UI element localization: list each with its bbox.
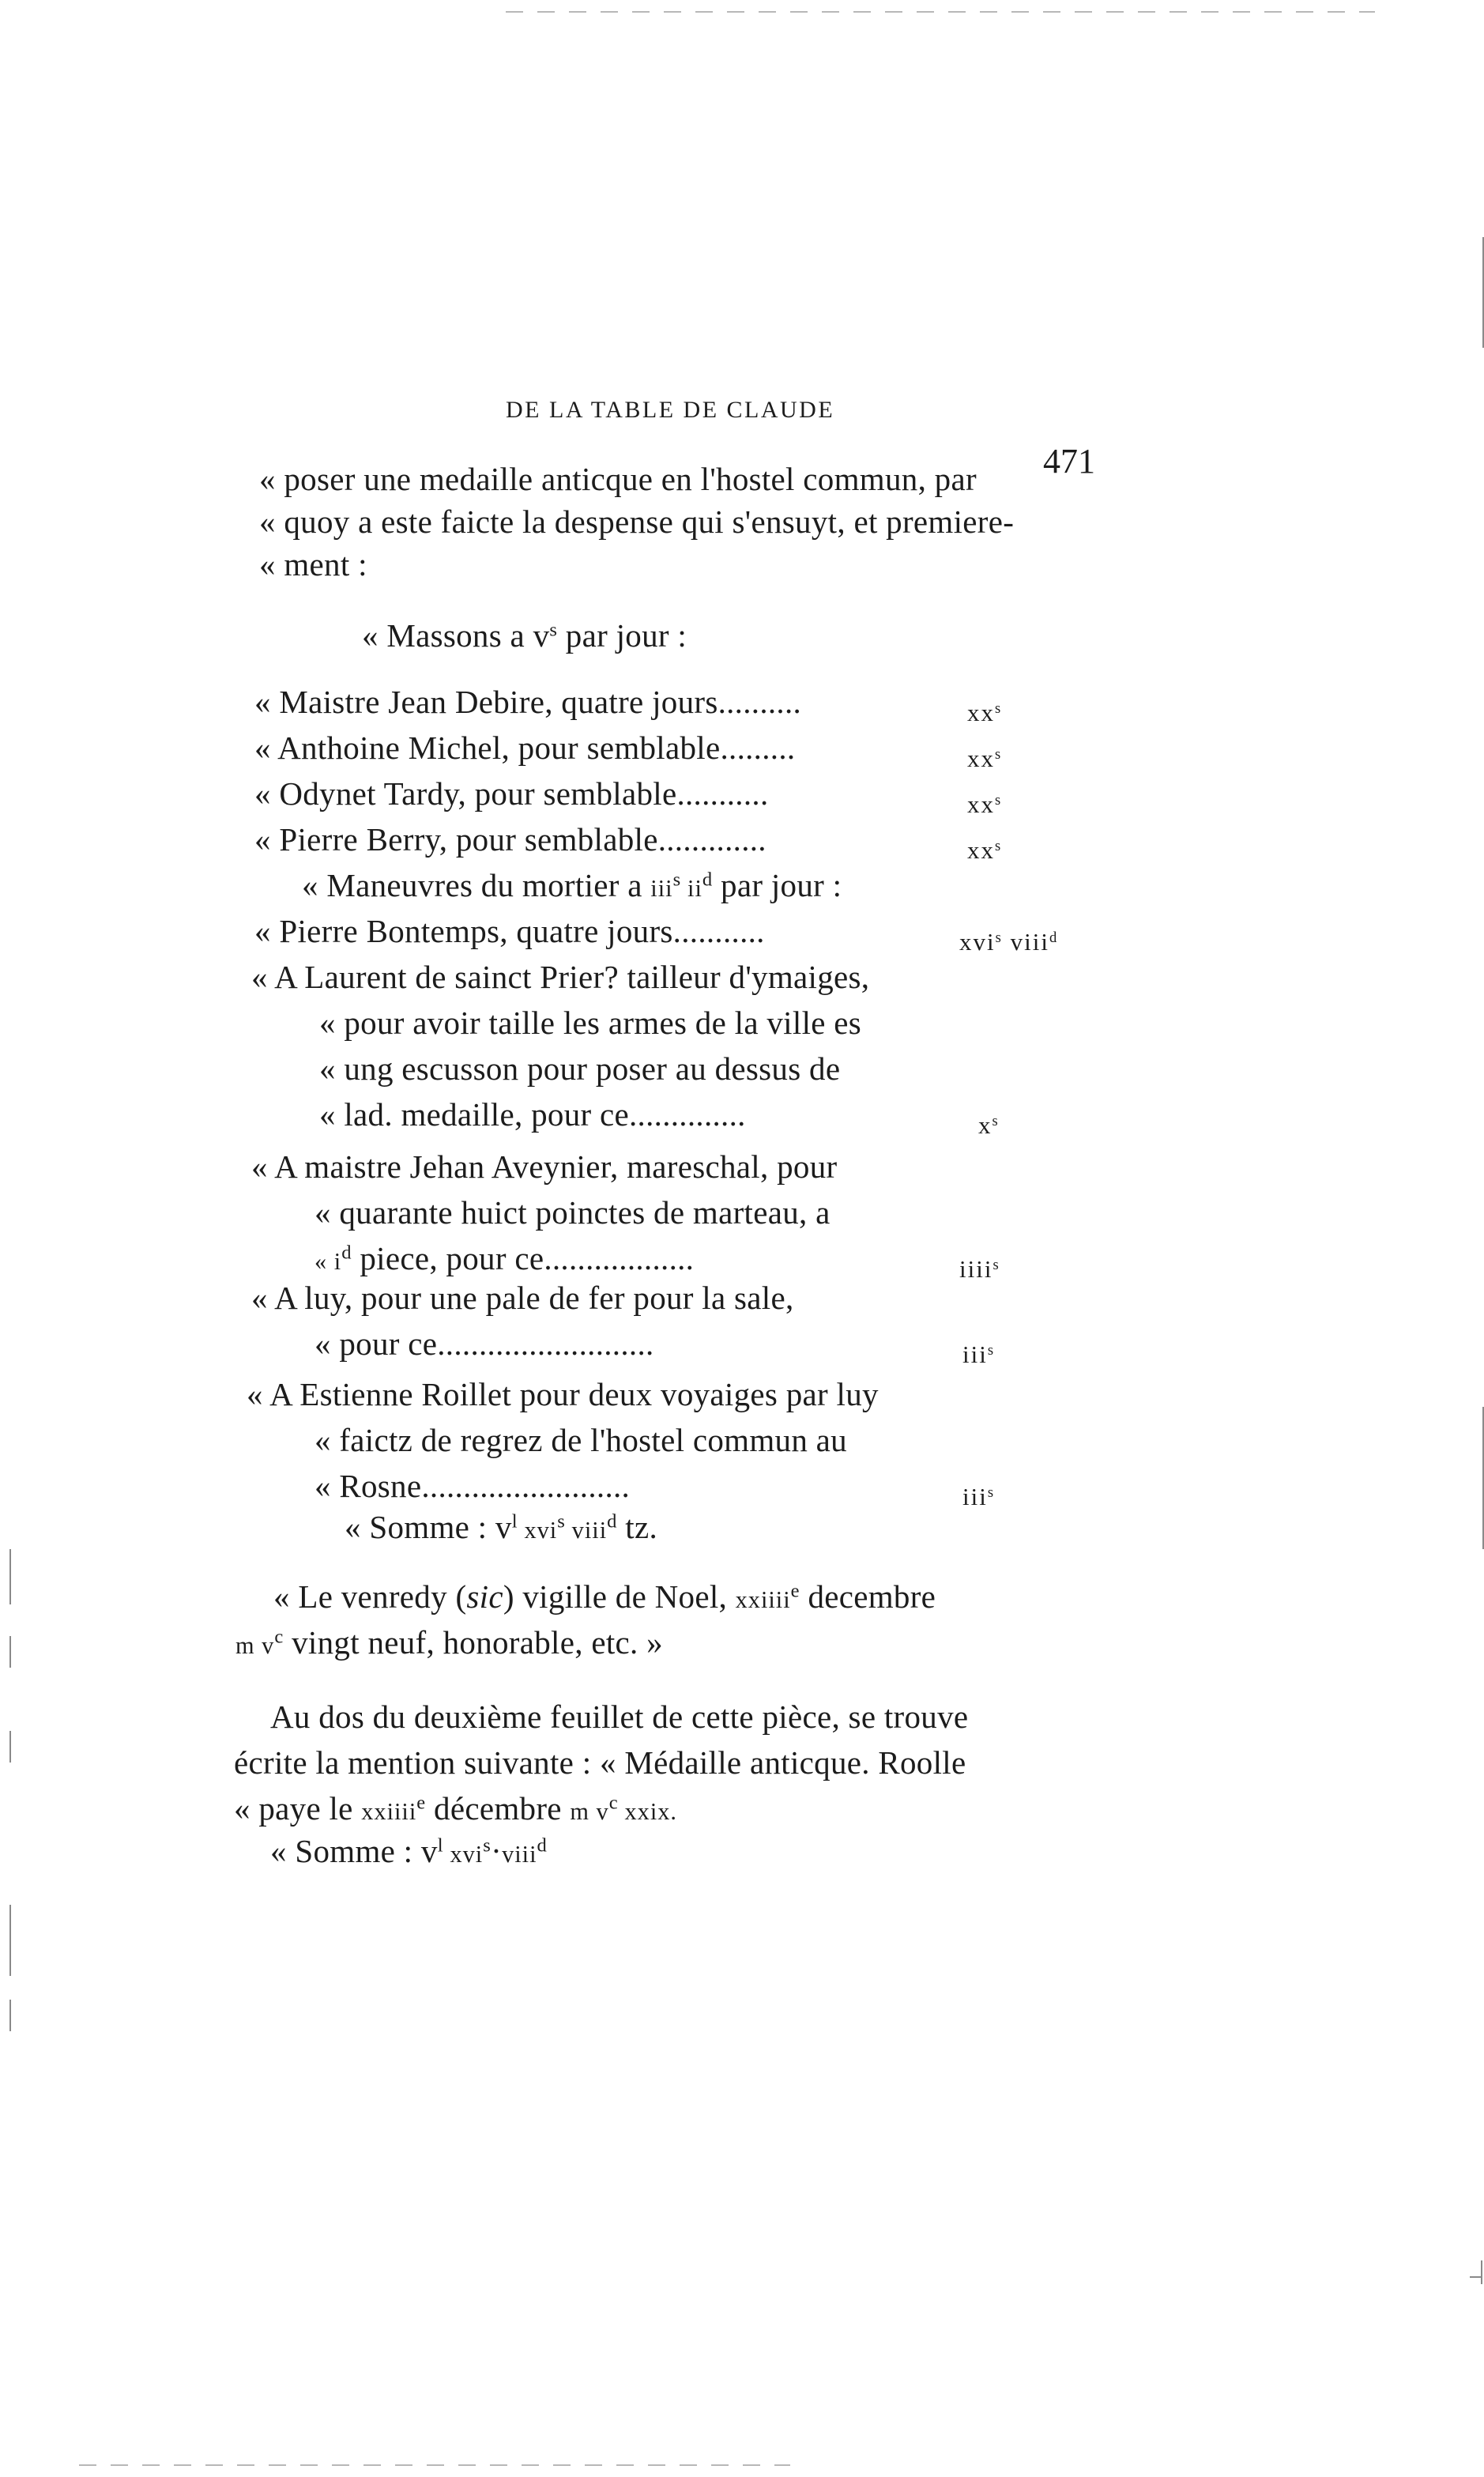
somme-line: [345, 1506, 657, 1551]
massons-heading: [362, 615, 687, 656]
aveynier-i: « i: [315, 1248, 342, 1275]
amount-bontemps: [959, 922, 1058, 963]
note-l3-xxiiii: xxiiii: [361, 1798, 417, 1825]
note-l4-sup-l: l: [437, 1834, 443, 1857]
massons-text-a: « Massons a v: [362, 617, 550, 654]
manoeuvres-sup-s: s: [672, 869, 681, 891]
scan-edge-mark: [9, 1636, 11, 1668]
venredy-text-c: decembre: [799, 1578, 936, 1615]
manoeuvres-heading: [302, 865, 842, 909]
aveynier-line-2: « quarante huict poinctes de marteau, a: [315, 1194, 831, 1231]
venredy-xxiiii: xxiiii: [735, 1586, 791, 1613]
venredy-sic: sic: [466, 1578, 503, 1615]
aveynier-line-1: « A maistre Jehan Aveynier, mareschal, pour: [251, 1148, 838, 1185]
manoeuvres-iii: iii: [650, 875, 673, 902]
amount-berry: [967, 830, 1002, 871]
amount-value: xvi: [959, 928, 996, 956]
amount-aveynier: [959, 1249, 1000, 1290]
manoeuvres-text-a: « Maneuvres du mortier a: [302, 867, 651, 903]
roillet-line-3: « Rosne.........................: [315, 1468, 631, 1504]
entry-tardy: « Odynet Tardy, pour semblable...........: [254, 775, 769, 812]
entry-debire: « Maistre Jean Debire, quatre jours..........: [254, 684, 802, 720]
amount-unit: s: [987, 1341, 996, 1359]
amount-value: xx: [967, 745, 995, 772]
running-title: DE LA TABLE DE CLAUDE: [506, 397, 835, 423]
manoeuvres-text-b: par jour :: [712, 867, 842, 903]
pale-line-1: « A luy, pour une pale de fer pour la sale,: [251, 1280, 794, 1316]
note-l4-viii: viii: [502, 1841, 537, 1868]
amount-unit: s: [992, 1256, 1000, 1273]
amount-unit: s: [995, 837, 1003, 854]
note-line-4: [270, 1830, 547, 1875]
amount-unit: s: [992, 1112, 1000, 1129]
amount-unit: s: [995, 699, 1003, 717]
laurent-line-2: « pour avoir taille les armes de la ville es: [319, 1005, 862, 1041]
amount-unit: s: [995, 791, 1003, 809]
intro-line-1: « poser une medaille anticque en l'hostel commun, par: [259, 461, 977, 497]
scan-edge-mark: [1481, 2260, 1482, 2284]
entry-berry: « Pierre Berry, pour semblable.............: [254, 821, 766, 858]
somme-text-a: « Somme : v: [345, 1509, 512, 1545]
venredy-text-b: ) vigille de Noel,: [503, 1578, 736, 1615]
scan-edge-mark: [9, 1905, 11, 1976]
venredy-mv: m v: [235, 1632, 275, 1659]
amount-roillet: [962, 1476, 995, 1517]
massons-text-b: par jour :: [557, 617, 687, 654]
amount-value: xx: [967, 699, 995, 726]
amount-michel: [967, 738, 1002, 779]
note-l3-sup-e: e: [416, 1792, 426, 1814]
scan-edge-mark: [9, 2000, 11, 2031]
roillet-line-1: « A Estienne Roillet pour deux voyaiges par luy: [247, 1376, 879, 1412]
amount-unit: s: [995, 745, 1003, 763]
laurent-line-3: « ung escusson pour poser au dessus de: [319, 1050, 841, 1087]
note-l3-text-b: décembre: [425, 1790, 571, 1827]
manoeuvres-ii: ii: [680, 875, 702, 902]
page-number: 471: [1043, 442, 1095, 481]
pale-line-2: « pour ce..........................: [315, 1325, 654, 1362]
note-l4-xvi: xvi: [443, 1841, 484, 1868]
somme-text-b: tz.: [616, 1509, 658, 1545]
roillet-line-2: « faictz de regrez de l'hostel commun au: [315, 1422, 847, 1458]
note-line-1: Au dos du deuxième feuillet de cette pièce, se trouve: [270, 1698, 969, 1735]
entry-michel: « Anthoine Michel, pour semblable.........: [254, 730, 796, 766]
venredy-line-2: [235, 1622, 663, 1666]
scan-edge-top: [506, 11, 1375, 13]
amount-laurent: [978, 1105, 1000, 1146]
amount-tardy: [967, 784, 1002, 825]
somme-sup-d: d: [607, 1510, 617, 1533]
somme-viii: viii: [565, 1517, 608, 1544]
amount-value: xx: [967, 836, 995, 864]
note-l4-sup-s: s: [483, 1834, 492, 1857]
scan-edge-mark: [9, 1731, 11, 1763]
note-l3-mv: m v: [570, 1798, 609, 1825]
somme-sup-l: l: [511, 1510, 518, 1533]
manoeuvres-sup-d: d: [702, 869, 713, 891]
aveynier-text: piece, pour ce..................: [351, 1240, 695, 1276]
amount-pale: [962, 1334, 995, 1375]
somme-xvi: xvi: [517, 1517, 558, 1544]
venredy-sup-c: c: [274, 1626, 284, 1648]
laurent-line-4: « lad. medaille, pour ce..............: [319, 1096, 746, 1133]
aveynier-sup-d: d: [341, 1242, 352, 1264]
amount-unit: s: [987, 1484, 996, 1501]
note-l3-sup-c: c: [608, 1792, 618, 1814]
amount-value: x: [978, 1111, 992, 1139]
amount-value: iii: [962, 1483, 988, 1510]
intro-line-2: « quoy a este faicte la despense qui s'ensuyt, et premiere-: [259, 503, 1015, 540]
amount-value: xx: [967, 790, 995, 818]
amount-value-2: viii: [1002, 928, 1049, 956]
scan-edge-mark: [9, 1549, 11, 1604]
note-l4-sup-d: d: [537, 1834, 548, 1857]
note-line-3: [234, 1788, 677, 1832]
venredy-sup-e: e: [790, 1580, 800, 1602]
note-l3-xxix: xxix.: [617, 1798, 677, 1825]
laurent-line-1: « A Laurent de sainct Prier? tailleur d'ymaiges,: [251, 959, 870, 995]
note-l4-text-a: « Somme : v: [270, 1833, 438, 1869]
note-l4-dot: ·: [491, 1833, 503, 1869]
venredy-line-1: [273, 1576, 936, 1620]
amount-unit: s: [995, 929, 1003, 946]
somme-sup-s: s: [557, 1510, 566, 1533]
amount-debire: [967, 692, 1002, 733]
amount-value: iiii: [959, 1255, 993, 1283]
scan-edge-bottom: [79, 2464, 790, 2466]
intro-line-3: « ment :: [259, 546, 367, 582]
aveynier-line-3: [315, 1238, 694, 1282]
venredy-text-l2: vingt neuf, honorable, etc. »: [283, 1624, 663, 1661]
amount-unit-2: d: [1049, 929, 1059, 946]
massons-sup: s: [549, 619, 558, 641]
note-line-2: écrite la mention suivante : « Médaille anticque. Roolle: [234, 1744, 966, 1781]
venredy-text-a: « Le venredy (: [273, 1578, 467, 1615]
amount-value: iii: [962, 1340, 988, 1368]
entry-bontemps: « Pierre Bontemps, quatre jours...........: [254, 913, 765, 949]
note-l3-text-a: « paye le: [234, 1790, 362, 1827]
